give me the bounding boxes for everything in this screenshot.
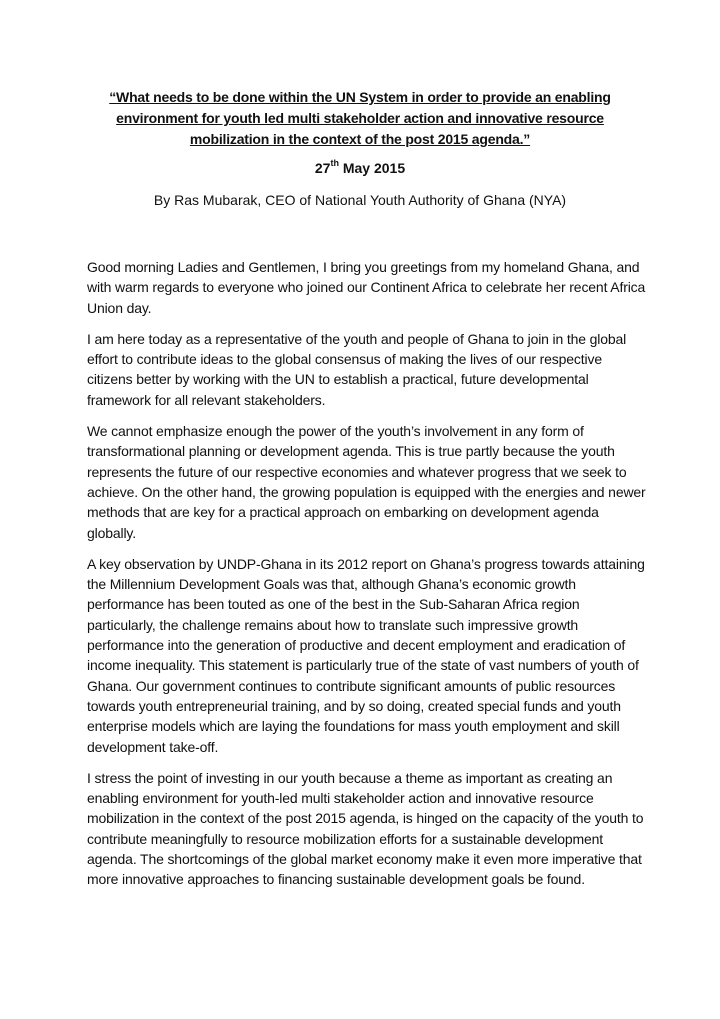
paragraph: I stress the point of investing in our youth because a theme as important as creating an enabling environment for youth-led multi stakeholder action and innovative resource mobilization in the context of the post 2015 agenda, is hinged on the capacity of the youth to contribute meaningfully to resource mobilization efforts for a sustainable development agenda. The shortcomings of the global market economy make it even more imperative that more innovative approaches to financing sustainable development goals be found. xyxy=(87,769,644,888)
paragraph: Good morning Ladies and Gentlemen, I bring you greetings from my homeland Ghana, and with warm regards to everyone who joined our Continent Africa to celebrate her recent Africa Union day. xyxy=(87,259,646,316)
date-month-year: May 2015 xyxy=(342,160,406,176)
speech-body xyxy=(87,257,647,901)
paragraph: I am here today as a representative of the youth and people of Ghana to join in the global effort to contribute ideas to the global consensus of making the lives of our respective citizens better by working with the UN to establish a practical, future developmental framework for all relevant stakeholders. xyxy=(87,330,627,408)
date-day: 27 xyxy=(314,160,331,176)
document-title: “What needs to be done within the UN System in order to provide an enabling environment for youth led multi stakeholder action and innovative resource mobilization in the context of the post 2015 agenda.” xyxy=(109,89,611,147)
author-byline: By Ras Mubarak, CEO of National Youth Authority of Ghana (NYA) xyxy=(153,192,567,208)
paragraph: A key observation by UNDP-Ghana in its 2012 report on Ghana’s progress towards attaining the Millennium Development Goals was that, although Ghana’s economic growth performance has been touted as one of the best in the Sub-Saharan Africa region particularly, the challenge remains about how to translate such impressive growth performance into the generation of productive and decent employment and eradication of income inequality. This statement is particularly true of the state of vast numbers of youth of Ghana. Our government continues to contribute significant amounts of public resources towards youth entrepreneurial training, and by so doing, created special funds and youth enterprise models which are laying the foundations for mass youth employment and skill development take-off. xyxy=(87,555,645,755)
document-date xyxy=(0,158,720,179)
date-day-suffix: th xyxy=(330,158,339,169)
paragraph: We cannot emphasize enough the power of the youth’s involvement in any form of transformational planning or development agenda. This is true partly because the youth represents the future of our respective economies and whatever progress that we seek to achieve. On the other hand, the growing population is equipped with the energies and newer methods that are key for a practical approach on embarking on development agenda globally. xyxy=(87,423,646,541)
